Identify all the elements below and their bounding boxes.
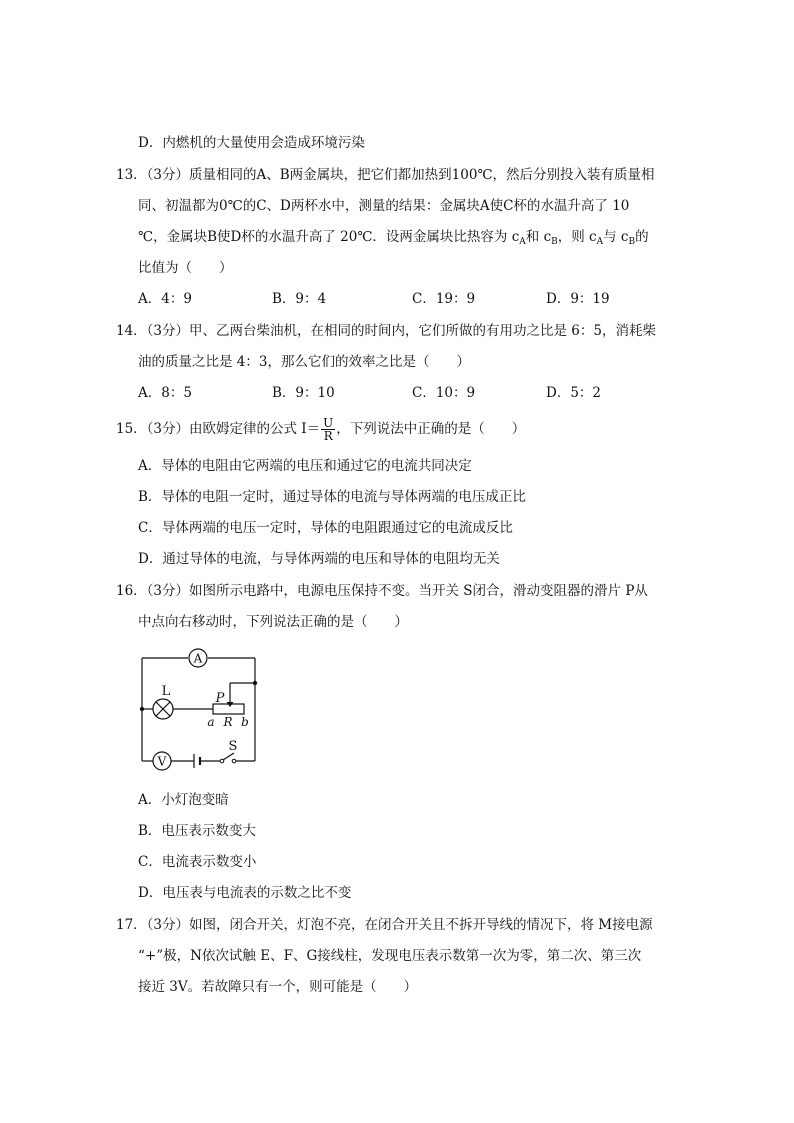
q16-option-a: A．小灯泡变暗 (138, 792, 229, 808)
svg-text:A: A (193, 651, 203, 666)
lamp-icon (153, 684, 173, 719)
q16-option-d: D．电压表与电流表的示数之比不变 (138, 885, 352, 901)
svg-text:P: P (215, 691, 225, 706)
q17-stem-line1: 17．（3分）如图，闭合开关，灯泡不亮，在闭合开关且不拆开导线的情况下，将 M接电源 (116, 917, 653, 933)
q15-option-a: A．导体的电阻由它两端的电压和通过它的电流共同决定 (138, 458, 472, 474)
q15-option-d: D．通过导体的电流，与导体两端的电压和导体的电阻均无关 (138, 551, 500, 567)
q13-stem-line4: 比值为（ ） (138, 260, 233, 276)
q15-option-c: C．导体两端的电压一定时，导体的电阻跟通过它的电流成反比 (138, 520, 513, 536)
q16-option-c: C．电流表示数变小 (138, 854, 257, 870)
svg-text:R: R (223, 715, 233, 729)
rheostat-icon (207, 691, 255, 729)
junction-dot-left (140, 707, 144, 711)
q16-option-b: B．电压表示数变大 (138, 823, 256, 839)
q15-option-b: B．导体的电阻一定时，通过导体的电流与导体两端的电压成正比 (138, 489, 526, 505)
q13-option-c: C．19：9 (412, 291, 476, 307)
q12-option-d: D．内燃机的大量使用会造成环境污染 (138, 135, 365, 151)
q13-stem-line3: ℃，金属块B使D杯的水温升高了 20℃．设两金属块比热容为 $c_A$和 $c_B$，则 $c_A$与 $c_B$的 (138, 229, 649, 247)
q15-stem: 15．（3分）由欧姆定律的公式 I＝ $\frac{U}{R}$ ，下列说法中正确的是（ ） (116, 416, 526, 443)
q16-stem-line2: 中点向右移动时，下列说法正确的是（ ） (138, 614, 408, 630)
q13-option-a: A．4：9 (138, 291, 192, 307)
q14-stem-line1: 14．（3分）甲、乙两台柴油机，在相同的时间内，它们所做的有用功之比是 6：5，消耗柴 (116, 323, 656, 339)
q13-stem-line1: 13．（3分）质量相同的A、B两金属块，把它们都加热到100℃，然后分别投入装有质量相 (116, 167, 655, 183)
svg-text:L: L (161, 684, 171, 699)
q14-option-a: A．8：5 (138, 385, 192, 401)
q13-option-b: B．9：4 (272, 291, 327, 307)
battery-icon (194, 754, 200, 768)
q17-stem-line2: “+”极，N依次试触 E、F、G接线柱，发现电压表示数第一次为零，第二次、第三次 (138, 948, 642, 964)
q13-option-d: D．9：19 (546, 291, 610, 307)
svg-text:b: b (241, 715, 249, 729)
junction-dot-right (253, 681, 257, 685)
voltmeter-icon (153, 752, 171, 770)
q16-stem-line1: 16．（3分）如图所示电路中，电源电压保持不变。当开关 S闭合，滑动变阻器的滑片 P从 (116, 583, 648, 599)
ammeter-icon (189, 649, 207, 667)
svg-text:S: S (228, 739, 238, 754)
ohm-law-fraction: $\frac{U}{R}$ (323, 416, 334, 443)
q14-option-c: C．10：9 (412, 385, 476, 401)
q13-stem-line2: 同、初温都为0℃的C、D两杯水中，测量的结果：金属块A使C杯的水温升高了 10 (138, 198, 630, 214)
q14-stem-line2: 油的质量之比是 4：3，那么它们的效率之比是（ ） (138, 354, 470, 370)
q14-option-b: B．9：10 (272, 385, 335, 401)
q17-stem-line3: 接近 3V。若故障只有一个，则可能是（ ） (138, 979, 418, 995)
svg-text:V: V (157, 754, 167, 769)
switch-icon (220, 739, 237, 763)
circuit-diagram (130, 646, 270, 776)
q14-option-d: D．5：2 (546, 385, 602, 401)
svg-text:a: a (207, 715, 215, 729)
